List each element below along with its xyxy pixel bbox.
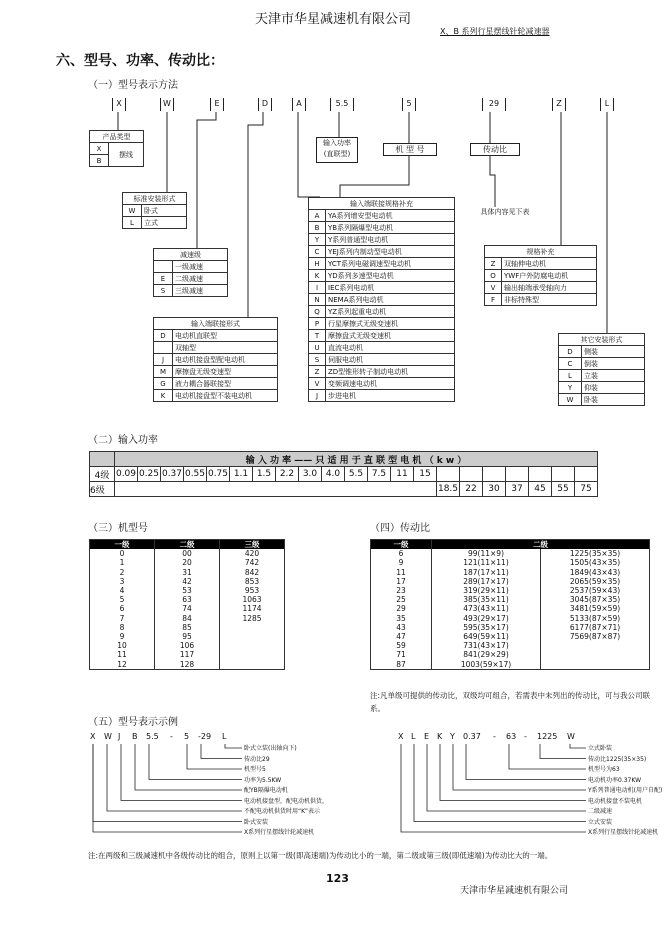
table-cell: YCT系列电磁调速型电动机 <box>326 258 455 270</box>
example-label: 电动机功率0.37KW <box>588 776 642 784</box>
table-cell: 直流电动机 <box>326 342 455 354</box>
table-row: 7 84 1285 <box>90 614 285 623</box>
table-cell: YWF户外防腐电动机 <box>502 270 597 282</box>
example-leader-line <box>135 744 242 790</box>
table-cell: 步进电机 <box>326 390 455 402</box>
table-cell: J <box>309 390 326 402</box>
table-row: 11 187(17×11) 1849(43×43) <box>371 568 650 577</box>
table-cell: 二级减速 <box>173 273 228 285</box>
table-cell: P <box>309 318 326 330</box>
table-row: 17 289(17×17) 2065(59×35) <box>371 577 650 586</box>
table-row: 4 53 953 <box>90 586 285 595</box>
code-letter: W <box>160 98 174 111</box>
code-letter: A <box>292 98 306 111</box>
example-label: 电动机接盘不装电机 <box>588 797 643 805</box>
table-row: 6 99(11×9) 1225(35×35) <box>371 549 650 558</box>
column-header: 一级 <box>371 540 432 550</box>
table-cell: C <box>559 358 582 370</box>
table-cell: N <box>309 294 326 306</box>
header-series: X、B 系列行星摆线针轮减速器 <box>440 27 550 36</box>
example-code-part: 1225 <box>537 732 558 741</box>
table-cell: 卧装 <box>582 394 645 406</box>
example-code-part: K <box>437 732 443 741</box>
table-row: 1 20 742 <box>90 558 285 567</box>
table-cell: 卧式 <box>142 205 187 217</box>
header-company: 天津市华星减速机有限公司 <box>255 12 412 27</box>
table-cell: YD系列多速型电动机 <box>326 270 455 282</box>
table-cell: L <box>123 217 142 229</box>
table-cell: D <box>559 346 582 358</box>
example-label: 卧式立装(出轴向下) <box>244 745 297 752</box>
example-code-part: -29 <box>198 732 212 741</box>
table-row: 35 493(29×17) 5133(87×59) <box>371 614 650 623</box>
example-label: X系列行星摆线针轮减速机 <box>244 829 315 836</box>
table-cell: 立式 <box>142 217 187 229</box>
example-label: 立式卧装 <box>588 745 613 752</box>
table-cell: 电动机接盘型配电动机 <box>173 354 278 366</box>
power-cell: 75 <box>575 482 598 497</box>
sub2-title: （二）输入功率 <box>88 435 158 446</box>
table-title: 输入端联接形式 <box>154 318 278 330</box>
table-cell: YZ系列起重电动机 <box>326 306 455 318</box>
column-header: 二级 <box>432 540 650 550</box>
power-cell: 55 <box>552 482 575 497</box>
table-row: 25 385(35×11) 3045(87×35) <box>371 595 650 604</box>
table-row: 71 841(29×29) <box>371 650 650 659</box>
example-label: 机型号5 <box>244 766 266 773</box>
example-lines <box>90 742 290 852</box>
example-code-part: X <box>90 732 96 741</box>
table-cell: YA系列增安型电动机 <box>326 210 455 222</box>
sub1-title: （一）型号表示方法 <box>88 80 178 91</box>
table-cell: A <box>309 210 326 222</box>
sub3-title: （三）机型号 <box>88 523 148 534</box>
table-title: 产品类型 <box>90 131 144 143</box>
example-code-part: B <box>132 732 138 741</box>
table-cell: 三级减速 <box>173 285 228 297</box>
example-code-part: 0.37 <box>463 732 481 741</box>
example-leader-line <box>401 744 586 832</box>
table-row: 5 63 1063 <box>90 595 285 604</box>
see-table-box: 具体内容见下表 <box>480 208 530 216</box>
power-table: 输 入 功 率 —— 只 适 用 于 直 联 型 电 机 （ k w ） 4级 0.09 0.25 0.37 0.55 0.75 1.1 1.5 2.2 3.0 4.0 5.5 7.5 11 15 6级 18.5 22 30 37 45 55 75 <box>89 451 598 497</box>
table-cell: YB系列隔爆型电动机 <box>326 222 455 234</box>
table-cell: L <box>559 370 582 382</box>
example-code-part: - <box>524 732 527 741</box>
power-cell: 0.25 <box>138 467 161 482</box>
footer-company: 天津市华星减速机有限公司 <box>460 886 569 896</box>
example-code-part: L <box>222 732 227 741</box>
table-cell: C <box>309 246 326 258</box>
example-leader-line <box>427 744 586 811</box>
table-row: 87 1003(59×17) <box>371 659 650 669</box>
example-label: 卧式安装 <box>244 818 269 826</box>
column-header: 三级 <box>220 540 285 550</box>
table-cell: K <box>309 270 326 282</box>
sub5-title: （五）型号表示示例 <box>88 717 178 728</box>
power-cell: 37 <box>506 482 529 497</box>
table-row: 23 319(29×11) 2537(59×43) <box>371 586 650 595</box>
table-row: 12 128 <box>90 659 285 669</box>
example-code-part: 5 <box>184 732 190 741</box>
table-row: 3 42 853 <box>90 577 285 586</box>
sub4-title: （四）传动比 <box>370 523 430 534</box>
example-label: 不配电动机供货时用“K”表示 <box>244 808 320 815</box>
power-cell: 7.5 <box>368 467 391 482</box>
example-leader-line <box>453 744 586 790</box>
table-cell: Z <box>309 366 326 378</box>
column-header: 一级 <box>90 540 155 550</box>
example-code-part: 63 <box>506 732 517 741</box>
table-cell: 侧装 <box>582 346 645 358</box>
example-leader-line <box>225 744 242 748</box>
example-label: 配YB隔爆电动机 <box>244 787 288 794</box>
example-label: 电动机接盘型，配电动机供货， <box>244 797 329 805</box>
table-cell: YEJ系列内制动型电动机 <box>326 246 455 258</box>
table-cell: 伺服电动机 <box>326 354 455 366</box>
table-title: 其它安装形式 <box>559 334 645 346</box>
table-cell: E <box>154 273 173 285</box>
table-cell: H <box>309 258 326 270</box>
example-leader-line <box>440 744 586 801</box>
table-cell: K <box>154 390 173 402</box>
example-leader-line <box>107 744 242 811</box>
table-row: 43 595(35×17) 6177(87×71) <box>371 623 650 632</box>
example-code-part: Y <box>450 732 455 741</box>
table-title: 标准安装形式 <box>123 193 187 205</box>
table-row: 10 106 <box>90 641 285 650</box>
table-row: 29 473(43×11) 3481(59×59) <box>371 604 650 613</box>
example-label: X系列行星摆线针轮减速机 <box>588 829 659 836</box>
table-cell: 摆线 <box>109 143 144 167</box>
power-cell: 1.5 <box>253 467 276 482</box>
table-row: 47 649(59×11) 7569(87×87) <box>371 632 650 641</box>
power-cell: 1.1 <box>230 467 253 482</box>
power-cell: 22 <box>460 482 483 497</box>
table-cell: 电动机接盘型不装电动机 <box>173 390 278 402</box>
table-cell: B <box>90 155 109 167</box>
example-label: 机型号为63 <box>588 766 620 773</box>
table-cell: 变频调速电动机 <box>326 378 455 390</box>
example-leader-line <box>201 744 242 759</box>
example-label: 立式安装 <box>588 818 613 826</box>
example-label: 功率为5.5KW <box>244 776 282 784</box>
power-cell: 0.75 <box>207 467 230 482</box>
power-cell: 11 <box>391 467 414 482</box>
table-cell: F <box>485 294 502 306</box>
table-cell: 行星摩擦式无级变速机 <box>326 318 455 330</box>
table-row: 8 85 <box>90 623 285 632</box>
table-cell: Q <box>309 306 326 318</box>
table-cell: S <box>309 354 326 366</box>
code-letter: Z <box>552 98 566 111</box>
machine-table <box>89 539 285 670</box>
ratio-table <box>370 539 650 670</box>
example-label: 二级减速 <box>588 808 613 815</box>
page-number: 123 <box>326 872 349 885</box>
ratio-note: 注:凡单级可提供的传动比，双级均可组合，若需表中未列出的传动比，可与我公司联系。 <box>370 691 651 713</box>
table-cell: W <box>559 394 582 406</box>
power-header: 输 入 功 率 —— 只 适 用 于 直 联 型 电 机 （ k w ） <box>115 452 598 467</box>
example-code-part: E <box>424 732 430 741</box>
power-cell: 2.2 <box>276 467 299 482</box>
code-letter: 5 <box>402 98 416 111</box>
machine-no-box: 机 型 号 <box>383 143 437 156</box>
example-leader-line <box>149 744 242 780</box>
table-cell: ZD型锥形转子制动电动机 <box>326 366 455 378</box>
table-title: 减速级 <box>154 249 228 261</box>
example-code-part: W <box>104 732 112 741</box>
table-title: 规格补充 <box>485 246 597 258</box>
table-cell: 双轴型 <box>173 342 278 354</box>
table-cell: X <box>90 143 109 155</box>
power-cell: 30 <box>483 482 506 497</box>
example-leader-line <box>570 744 586 748</box>
example-label: 传动比29 <box>244 755 270 763</box>
code-letter: X <box>112 98 126 111</box>
example-label: 传动比1225(35×35) <box>588 755 647 763</box>
power-cell: 15 <box>414 467 437 482</box>
table-cell: G <box>154 378 173 390</box>
example-code-part: W <box>567 732 575 741</box>
table-cell: IEC系列电动机 <box>326 282 455 294</box>
table-cell: Y <box>559 382 582 394</box>
column-header: 二级 <box>155 540 220 550</box>
table-cell: Y系列普通型电动机 <box>326 234 455 246</box>
table-cell: U <box>309 342 326 354</box>
diagram-lines <box>0 0 672 430</box>
example-code-part: X <box>398 732 404 741</box>
footnote: 注:在两级和三级减速机中各级传动比的组合，原则上以第一级(即高速端)为传动比小的一端，第二级或第三级(即低速端)为传动比大的一端。 <box>88 851 553 860</box>
table-cell: O <box>485 270 502 282</box>
table-cell: D <box>154 330 173 342</box>
table-cell: 倒装 <box>582 358 645 370</box>
example-code-part: J <box>118 732 121 741</box>
table-row: 11 117 <box>90 650 285 659</box>
table-cell: 立装 <box>582 370 645 382</box>
table-cell: J <box>154 354 173 366</box>
table-cell: 双轴伸电动机 <box>502 258 597 270</box>
example-label: Y系列普通电动机(用户自配) <box>588 787 663 794</box>
table-cell: I <box>309 282 326 294</box>
table-cell: V <box>485 282 502 294</box>
table-cell: 输出轴端承受轴向力 <box>502 282 597 294</box>
table-cell: Z <box>485 258 502 270</box>
power-cell: 0.55 <box>184 467 207 482</box>
table-title: 输入端联接规格补充 <box>309 198 455 210</box>
power-cell: 45 <box>529 482 552 497</box>
power-cell: 5.5 <box>345 467 368 482</box>
table-row: 0 00 420 <box>90 549 285 558</box>
power-cell: 0.09 <box>115 467 138 482</box>
table-cell: M <box>154 366 173 378</box>
table-row: 59 731(43×17) <box>371 641 650 650</box>
ratio-box: 传动比 <box>470 143 520 156</box>
code-letter: 29 <box>482 98 506 111</box>
code-letter: L <box>600 98 614 111</box>
example-leader-line <box>466 744 586 780</box>
table-cell: 摩擦盘式无级变速机 <box>326 330 455 342</box>
table-cell: 摩擦盘无级变速型 <box>173 366 278 378</box>
power-cell: 0.37 <box>161 467 184 482</box>
example-code-part: - <box>493 732 496 741</box>
table-cell: NEMA系列电动机 <box>326 294 455 306</box>
table-row: 9 121(11×11) 1505(43×35) <box>371 558 650 567</box>
table-cell: S <box>154 285 173 297</box>
table-cell: 仰装 <box>582 382 645 394</box>
code-letter: 5.5 <box>330 98 354 111</box>
code-letter: E <box>210 98 224 111</box>
power-cell: 18.5 <box>437 482 460 497</box>
example-code-part: L <box>411 732 416 741</box>
power-cell: 4.0 <box>322 467 345 482</box>
code-letter: D <box>258 98 272 111</box>
input-power-box: 输入功率 (直联型) <box>316 137 358 163</box>
table-cell: W <box>123 205 142 217</box>
table-cell: V <box>309 378 326 390</box>
table-row: 6 74 1174 <box>90 604 285 613</box>
table-cell: B <box>309 222 326 234</box>
example-leader-line <box>540 744 586 759</box>
power-cell: 3.0 <box>299 467 322 482</box>
example-leader-line <box>93 744 242 832</box>
example-code-part: 5.5 <box>146 732 159 741</box>
section-title: 六、型号、功率、传动比： <box>56 53 224 69</box>
table-cell: 非标特殊型 <box>502 294 597 306</box>
example-leader-line <box>93 744 242 822</box>
example-code-part: - <box>170 732 173 741</box>
table-cell: T <box>309 330 326 342</box>
example-leader-line <box>121 744 242 801</box>
table-cell: 一级减速 <box>173 261 228 273</box>
table-row: 9 95 <box>90 632 285 641</box>
table-cell: 液力耦合器联接型 <box>173 378 278 390</box>
example-lines <box>398 742 598 852</box>
table-cell: 电动机直联型 <box>173 330 278 342</box>
table-row: 2 31 842 <box>90 568 285 577</box>
table-cell: Y <box>309 234 326 246</box>
